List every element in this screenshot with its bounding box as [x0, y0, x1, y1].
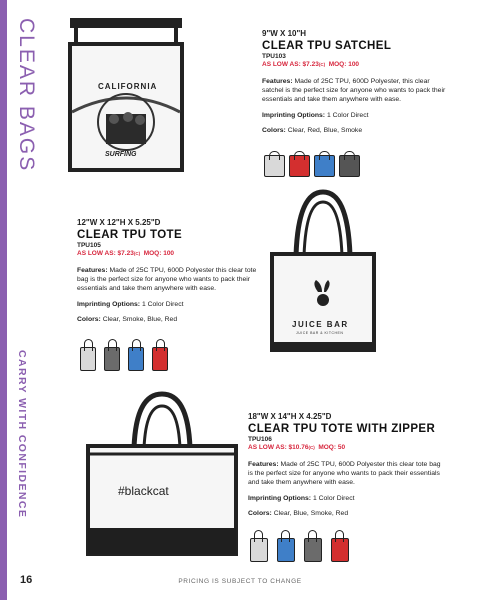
swatch-red — [289, 155, 310, 177]
satchel-color-swatches — [264, 155, 360, 177]
section-tagline: CARRY WITH CONFIDENCE — [16, 350, 28, 519]
product-tote — [77, 218, 257, 323]
product-colors: Colors: Clear, Blue, Smoke, Red — [248, 510, 349, 517]
product-satchel — [262, 29, 447, 134]
zipper-tote-print: #blackcat — [118, 484, 169, 498]
swatch-clear — [264, 155, 285, 177]
swatch-clear — [80, 347, 96, 371]
product-name: CLEAR TPU SATCHEL — [262, 40, 392, 52]
swatch-smoke — [339, 155, 360, 177]
product-imprint: Imprinting Options: 1 Color Direct — [77, 301, 184, 308]
product-features: Features: Made of 25C TPU, 600D Polyester this clear tote bag is the perfect size for anyone who wants to pack their essentials and take them anywhere with ease. — [248, 461, 441, 486]
product-features: Features: Made of 25C TPU, 600D Polyester this clear tote bag is the perfect size for anyone who wants to pack their essentials and take them anywhere with ease. — [77, 267, 257, 292]
product-dimensions: 9"W X 10"H — [262, 29, 307, 38]
tote-print-sub: JUICE BAR & KITCHEN — [296, 331, 344, 335]
tote-print-main: JUICE BAR — [292, 320, 349, 329]
product-code: TPU103 — [262, 53, 286, 60]
swatch-smoke — [304, 538, 322, 562]
swatch-clear — [250, 538, 268, 562]
product-colors: Colors: Clear, Smoke, Blue, Red — [77, 316, 178, 323]
product-zipper-tote — [248, 412, 443, 517]
product-price: AS LOW AS: $7.23(C) MOQ: 100 — [262, 61, 360, 68]
footer-note: PRICING IS SUBJECT TO CHANGE — [178, 578, 302, 585]
product-imprint: Imprinting Options: 1 Color Direct — [248, 495, 355, 502]
page-number: 16 — [20, 574, 33, 586]
product-name: CLEAR TPU TOTE WITH ZIPPER — [248, 423, 436, 435]
swatch-blue — [314, 155, 335, 177]
swatch-blue — [128, 347, 144, 371]
product-features: Features: Made of 25C TPU, 600D Polyester, this clear satchel is the perfect size for anyone who wants to pack their essentials and take them anywhere with ease. — [262, 78, 446, 103]
swatch-blue — [277, 538, 295, 562]
tote-color-swatches — [80, 347, 168, 371]
product-imprint: Imprinting Options: 1 Color Direct — [262, 112, 369, 119]
product-colors: Colors: Clear, Red, Blue, Smoke — [262, 127, 363, 134]
satchel-print-bottom: SURFING — [105, 151, 137, 158]
product-price: AS LOW AS: $10.76(C) MOQ: 50 — [248, 444, 346, 451]
product-dimensions: 12"W X 12"H X 5.25"D — [77, 218, 161, 227]
satchel-product-image — [62, 14, 190, 174]
product-price: AS LOW AS: $7.23(C) MOQ: 100 — [77, 250, 175, 257]
side-accent-bar — [0, 0, 7, 600]
product-dimensions: 18"W X 14"H X 4.25"D — [248, 412, 332, 421]
swatch-smoke — [104, 347, 120, 371]
satchel-print-top: CALIFORNIA — [98, 82, 158, 91]
product-code: TPU105 — [77, 242, 101, 249]
product-name: CLEAR TPU TOTE — [77, 229, 183, 241]
section-title: CLEAR BAGS — [15, 18, 38, 173]
product-code: TPU106 — [248, 436, 272, 443]
swatch-red — [331, 538, 349, 562]
zipper-tote-product-image — [82, 390, 242, 560]
zipper-tote-color-swatches — [250, 538, 349, 562]
swatch-red — [152, 347, 168, 371]
